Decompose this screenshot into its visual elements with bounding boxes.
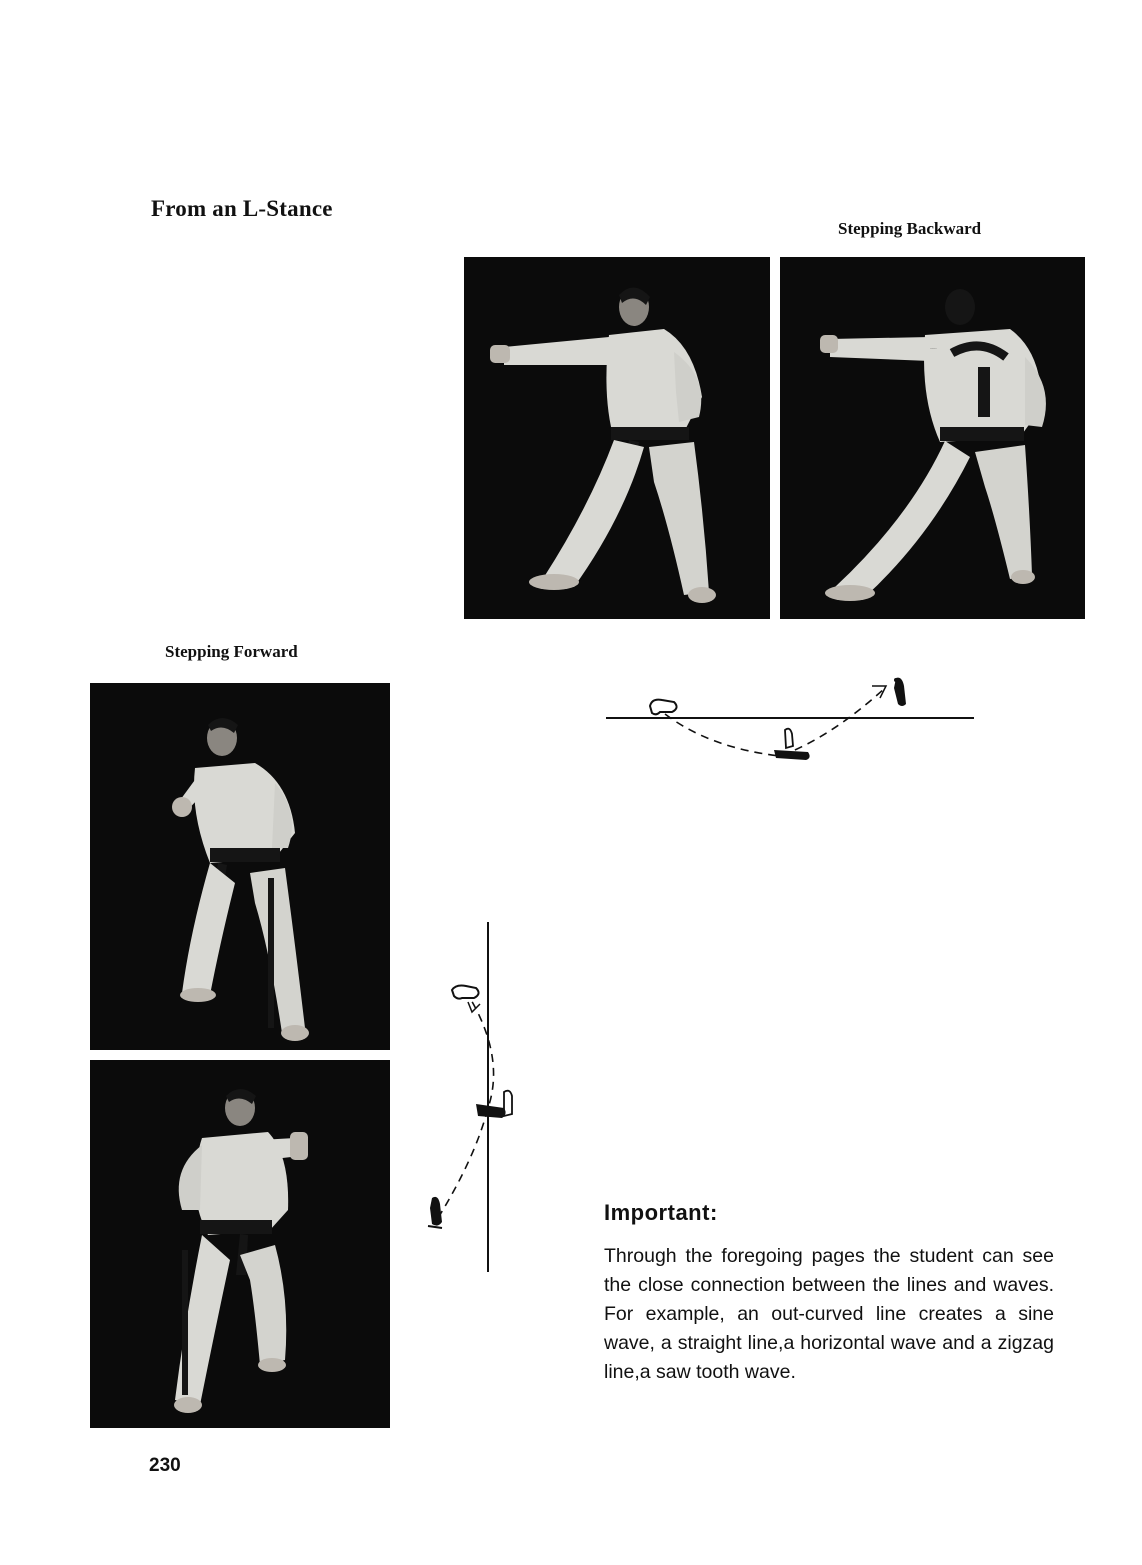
footprint-solid-mid [774,750,810,760]
section-title: From an L-Stance [151,196,333,221]
photo-forward-step-1 [90,683,390,1050]
jacket-text: TAEKWON-DO [930,349,937,350]
important-note [604,1200,1054,1387]
footwork-diagram-backward-svg [600,668,980,768]
figure-forward-1 [90,683,390,1050]
footprint-outline-start [650,700,677,715]
footprint-outline-mid [785,729,793,748]
figure-punch-front [464,257,770,619]
important-body: Through the foregoing pages the student can see the close connection between the lines and waves. For example, an out-curved line creates a sine wave, a straight line,a horizontal wave and a zigzag line,a saw tooth wave. [604,1245,1054,1383]
footprint-outline-top [452,986,479,999]
figure-forward-2 [90,1060,390,1428]
footwork-diagram-forward [420,918,530,1278]
caption-stepping-backward: Stepping Backward [838,219,982,238]
step-path [665,688,885,756]
page-number: 230 [149,1455,181,1476]
footwork-diagram-backward [600,668,980,768]
caption-stepping-forward: Stepping Forward [165,642,298,661]
important-heading: Important: [604,1200,718,1225]
photo-forward-step-2 [90,1060,390,1428]
footprint-solid-bottom [430,1197,442,1226]
arrow-head [872,686,886,698]
photo-backward-back-view [780,257,1085,619]
footwork-diagram-forward-svg [420,918,530,1278]
figure-punch-back [780,257,1085,619]
footprint-solid-mid-vertical [476,1104,506,1118]
photo-backward-front-view [464,257,770,619]
